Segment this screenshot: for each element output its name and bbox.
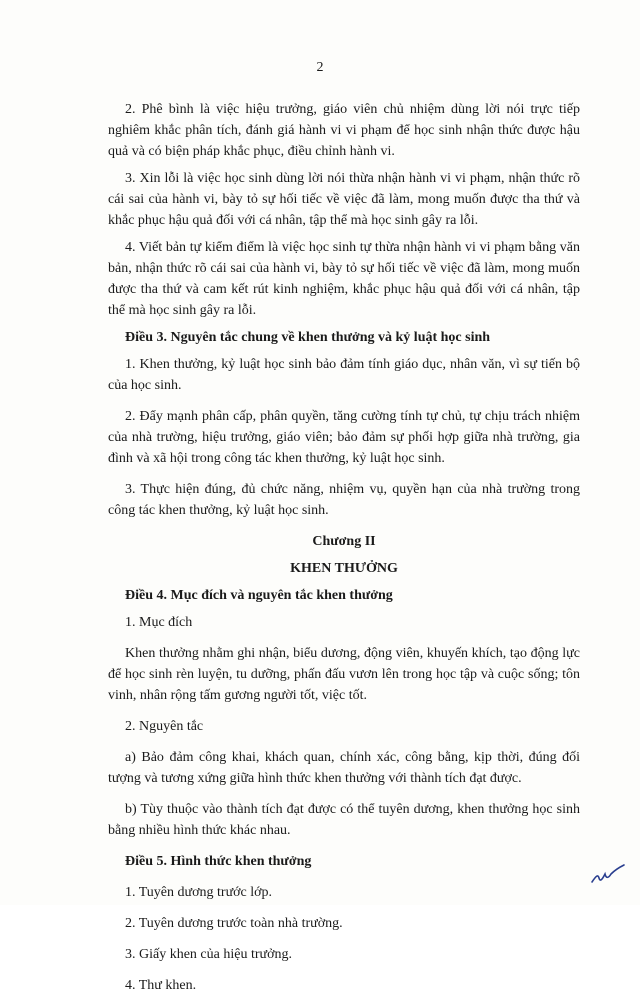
article-4-principle-label: 2. Nguyên tắc [125, 719, 204, 734]
chapter-number: Chương II [312, 534, 376, 549]
chapter-title: KHEN THƯỞNG [290, 561, 398, 576]
paragraph-criticism: 2. Phê bình là việc hiệu trưởng, giáo viên chủ nhiệm dùng lời nói trực tiếp nghiêm khắc phân tích, đánh giá hành vi vi phạm để học sinh nhận thức được hậu quả và có biện pháp khắc phục, điều chỉnh hành vi. [108, 102, 580, 159]
document-body [108, 99, 580, 996]
article-5-item-3: 3. Giấy khen của hiệu trưởng. [125, 947, 293, 962]
article-5-heading: Điều 5. Hình thức khen thưởng [125, 854, 312, 869]
initial-mark-icon [590, 862, 626, 888]
article-4-principle-b: b) Tùy thuộc vào thành tích đạt được có thể tuyên dương, khen thưởng học sinh bằng nhiều hình thức khác nhau. [108, 802, 580, 838]
article-5-item-4: 4. Thư khen. [125, 978, 197, 993]
article-4-purpose-label: 1. Mục đích [125, 615, 193, 630]
article-3-item-1: 1. Khen thưởng, kỷ luật học sinh bảo đảm tính giáo dục, nhân văn, vì sự tiến bộ của học sinh. [108, 357, 580, 393]
paragraph-apology: 3. Xin lỗi là việc học sinh dùng lời nói thừa nhận hành vi vi phạm, nhận thức rõ cái sai của hành vi, bày tỏ sự hối tiếc về việc đã làm, mong muốn được tha thứ và khắc phục hậu quả đối với cá nhân, tập thể mà học sinh gây ra lỗi. [108, 171, 580, 228]
page-number: 2 [316, 60, 324, 75]
article-4-principle-a: a) Bảo đảm công khai, khách quan, chính xác, công bằng, kịp thời, đúng đối tượng và tương xứng giữa hình thức khen thưởng với thành tích đạt được. [108, 750, 580, 786]
article-3-heading: Điều 3. Nguyên tắc chung về khen thưởng và kỷ luật học sinh [125, 330, 491, 345]
article-3-item-2: 2. Đẩy mạnh phân cấp, phân quyền, tăng cường tính tự chủ, tự chịu trách nhiệm của nhà trường, hiệu trưởng, giáo viên; bảo đảm sự phối hợp giữa nhà trường, gia đình và xã hội trong công tác khen thưởng, kỷ luật học sinh. [108, 409, 580, 466]
article-5-item-1: 1. Tuyên dương trước lớp. [125, 885, 273, 900]
article-5-item-2: 2. Tuyên dương trước toàn nhà trường. [125, 916, 343, 931]
article-4-heading: Điều 4. Mục đích và nguyên tắc khen thưởng [125, 588, 393, 603]
article-3-item-3: 3. Thực hiện đúng, đủ chức năng, nhiệm vụ, quyền hạn của nhà trường trong công tác khen thưởng, kỷ luật học sinh. [108, 482, 580, 518]
paragraph-self-review: 4. Viết bản tự kiểm điểm là việc học sinh tự thừa nhận hành vi vi phạm bằng văn bản, nhận thức rõ cái sai của hành vi, bày tỏ sự hối tiếc về việc đã làm, mong muốn được tha thứ và cam kết rút kinh nghiệm, khắc phục hậu quả đối với cá nhân, tập thể mà học sinh gây ra lỗi. [108, 240, 580, 318]
article-4-purpose-text: Khen thưởng nhằm ghi nhận, biểu dương, động viên, khuyến khích, tạo động lực để học sinh rèn luyện, tu dưỡng, phấn đấu vươn lên trong học tập và cuộc sống; tôn vinh, nhân rộng tấm gương người tốt, việc tốt. [108, 646, 580, 703]
